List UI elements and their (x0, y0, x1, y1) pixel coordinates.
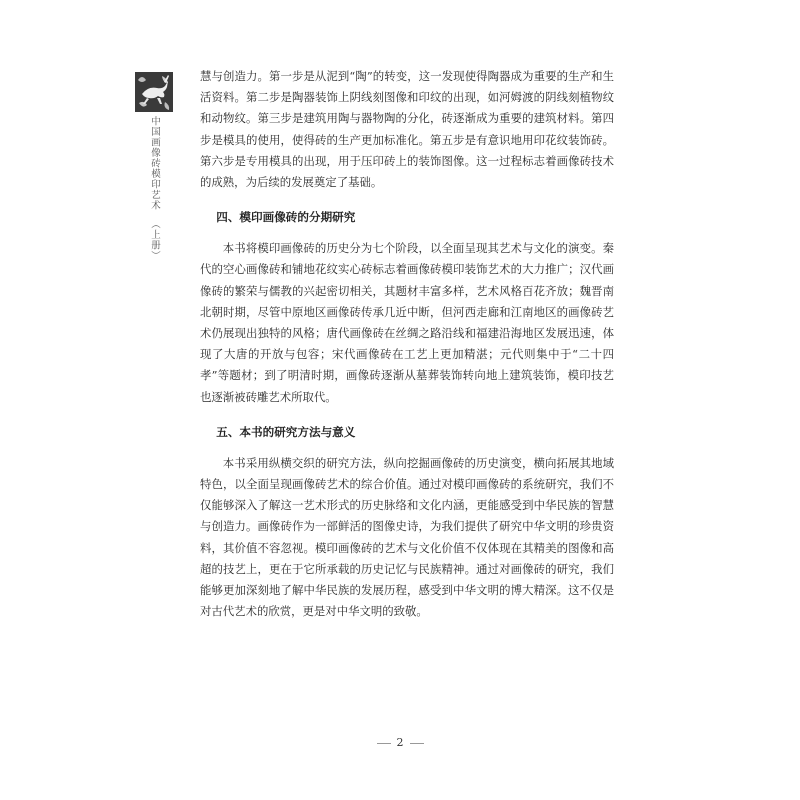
paragraph-periodization: 本书将模印画像砖的历史分为七个阶段，以全面呈现其艺术与文化的演变。秦代的空心画像砖和铺地花纹实心砖标志着画像砖模印装饰艺术的大力推广；汉代画像砖的繁荣与儒教的兴起密切相关，其题材丰富多样，艺术风格百花齐放；魏晋南北朝时期，尽管中原地区画像砖传承几近中断，但河西走廊和江南地区的画像砖艺术仍展现出独特的风格；唐代画像砖在丝绸之路沿线和福建沿海地区发展迅速，体现了大唐的开放与包容；宋代画像砖在工艺上更加精湛；元代则集中于“二十四孝”等题材；到了明清时期，画像砖逐渐从墓葬装饰转向地上建筑装饰，模印技艺也逐渐被砖雕艺术所取代。 (200, 241, 614, 404)
volume-label: （上册） (149, 218, 160, 261)
footer-dash-right (410, 743, 424, 744)
page-footer (0, 736, 800, 749)
paragraph-methods: 本书采用纵横交织的研究方法，纵向挖掘画像砖的历史演变，横向拓展其地域特色，以全面呈现画像砖艺术的综合价值。通过对模印画像砖的系统研究，我们不仅能够深入了解这一艺术形式的历史脉络和文化内涵，更能感受到中华民族的智慧与创造力。画像砖作为一部鲜活的图像史诗，为我们提供了研究中华文明的珍贵资料，其价值不容忽视。模印画像砖的艺术与文化价值不仅体现在其精美的图像和高超的技艺上，更在于它所承载的历史记忆与民族精神。通过对画像砖的研究，我们能够更加深刻地了解中华民族的发展历程，感受到中华文明的博大精深。这不仅是对古代艺术的欣赏，更是对中华文明的致敬。 (200, 455, 614, 619)
footer-dash-left (377, 743, 391, 744)
paragraph-continued: 慧与创造力。第一步是从泥到“陶”的转变，这一发现使得陶器成为重要的生产和生活资料。第二步是陶器装饰上阴线刻图像和印纹的出现，如河姆渡的阴线刻植物纹和动物纹。第三步是建筑用陶与器物陶的分化，砖逐渐成为重要的建筑材料。第四步是模具的使用，使得砖的生产更加标准化。第五步是有意识地用印花纹装饰砖。第六步是专用模具的出现，用于压印砖上的装饰图像。这一过程标志着画像砖技术的成熟，为后续的发展奠定了基础。 (200, 69, 614, 190)
page-number: 2 (396, 736, 404, 749)
section-heading-4: 四、模印画像砖的分期研究 (216, 210, 356, 225)
book-title-vertical (147, 116, 161, 261)
rabbit-emblem-icon (135, 72, 173, 112)
main-text (200, 66, 614, 622)
book-title: 中国画像砖模印艺术 (149, 116, 160, 211)
section-heading-5: 五、本书的研究方法与意义 (216, 424, 356, 439)
